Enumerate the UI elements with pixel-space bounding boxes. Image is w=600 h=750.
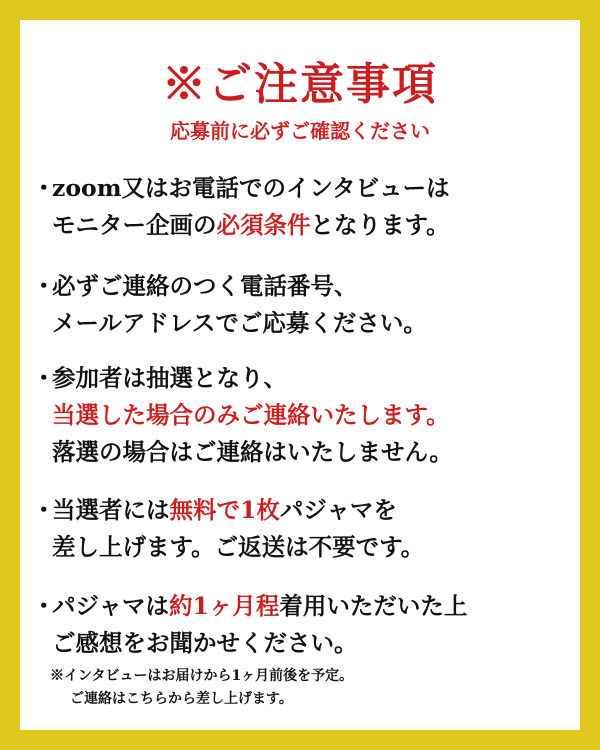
- notice-item-contact: [32, 268, 578, 342]
- item-text: 必ずご連絡のつく電話番号、: [52, 272, 358, 300]
- notice-item-interview: [32, 170, 578, 244]
- item-text: 着用いただいた上: [279, 592, 468, 620]
- item-text: パジャマを: [279, 496, 397, 524]
- footnote-contact: ご連絡はこちらから差し上げます。: [70, 691, 293, 707]
- item-highlight: 当選した場合のみご連絡いたします。: [52, 401, 450, 429]
- item-text: となります。: [310, 211, 450, 239]
- bullet: ・: [32, 174, 56, 202]
- notice-item-gift: [32, 492, 578, 566]
- item-text: 参加者は抽選となり、: [52, 364, 287, 392]
- footnote-schedule: ※インタビューはお届けから1ヶ月前後を予定。: [50, 668, 354, 684]
- item-text: 落選の場合はご連絡はいたしません。: [52, 438, 453, 466]
- bullet: ・: [32, 272, 56, 300]
- bullet: ・: [32, 496, 56, 524]
- notice-item-lottery: [32, 360, 578, 471]
- notice-item-feedback: [32, 588, 578, 662]
- item-highlight: 無料で1枚: [169, 496, 280, 524]
- item-highlight: 約1ヶ月程: [169, 592, 280, 620]
- item-text: 差し上げます。ご返送は不要です。: [52, 533, 425, 561]
- item-text: モニター企画の: [52, 211, 217, 239]
- notice-card: [20, 20, 580, 730]
- bullet: ・: [32, 592, 56, 620]
- page-title: ※ご注意事項: [162, 59, 438, 110]
- item-highlight: 必須条件: [216, 211, 311, 239]
- page-subtitle: 応募前に必ずご確認ください: [170, 119, 430, 143]
- item-text: 当選者には: [52, 496, 170, 524]
- item-text: パジャマは: [52, 592, 170, 620]
- item-text: ご感想をお聞かせください。: [52, 629, 358, 657]
- item-text: メールアドレスでご応募ください。: [52, 309, 427, 337]
- item-text: zoom又はお電話でのインタビューは: [52, 174, 450, 202]
- bullet: ・: [32, 364, 56, 392]
